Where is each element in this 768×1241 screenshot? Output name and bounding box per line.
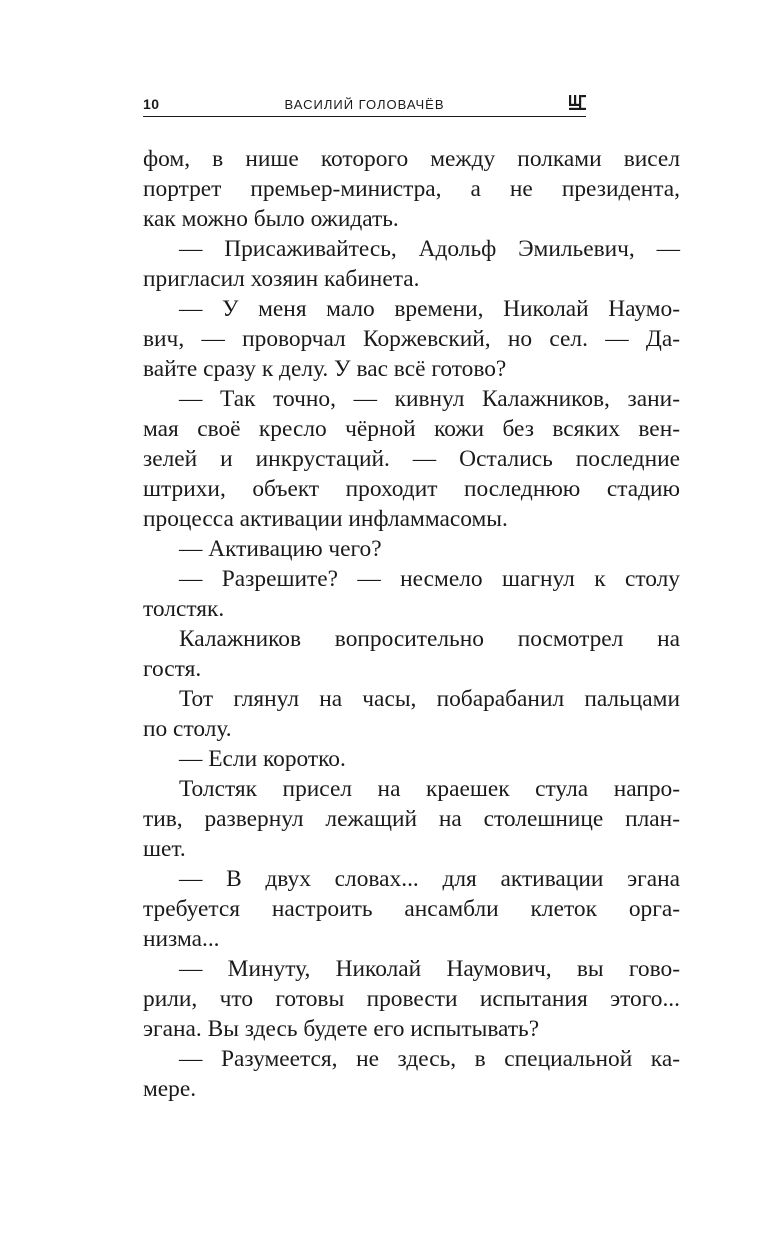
text-line: требуется настроить ансамбли клеток орга-	[143, 896, 680, 922]
text-line: мая своё кресло чёрной кожи без всяких вен-	[143, 416, 680, 442]
author-name: ВАСИЛИЙ ГОЛОВАЧЁВ	[284, 97, 445, 112]
text-line: вайте сразу к делу. У вас всё готово?	[143, 356, 507, 382]
text-line: — У меня мало времени, Николай Наумо-	[179, 296, 680, 322]
publisher-logo-icon	[569, 95, 586, 110]
text-line: Калажников вопросительно посмотрел на	[179, 626, 680, 652]
text-line: шет.	[143, 836, 186, 862]
text-line: Тот глянул на часы, побарабанил пальцами	[179, 686, 680, 712]
text-line: пригласил хозяин кабинета.	[143, 266, 420, 292]
text-line: толстяк.	[143, 596, 225, 622]
text-line: процесса активации инфламмасомы.	[143, 506, 508, 532]
text-line: — Разумеется, не здесь, в специальной ка-	[179, 1046, 680, 1072]
text-line: Толстяк присел на краешек стула напро-	[179, 776, 680, 802]
text-line: как можно было ожидать.	[143, 206, 399, 232]
text-line: — Активацию чего?	[179, 536, 382, 562]
text-line: низма...	[143, 926, 220, 952]
text-line: фом, в нише которого между полками висел	[143, 146, 680, 172]
text-line: по столу.	[143, 716, 232, 742]
main-text	[143, 144, 680, 1104]
text-line: зелей и инкрустаций. — Остались последние	[143, 446, 680, 472]
text-line: — Так точно, — кивнул Калажников, зани-	[179, 386, 680, 412]
text-line: — Если коротко.	[179, 746, 346, 772]
text-line: портрет премьер-министра, а не президента,	[143, 176, 680, 202]
text-line: вич, — проворчал Коржевский, но сел. — Да-	[143, 326, 680, 352]
text-line: эгана. Вы здесь будете его испытывать?	[143, 1016, 540, 1042]
text-line: гостя.	[143, 656, 202, 682]
text-line: — Минуту, Николай Наумович, вы гово-	[179, 956, 680, 982]
text-line: — Присаживайтесь, Адольф Эмильевич, —	[179, 236, 680, 262]
text-line: штрихи, объект проходит последнюю стадию	[143, 476, 680, 502]
text-line: рили, что готовы провести испытания этого...	[143, 986, 680, 1012]
text-line: тив, развернул лежащий на столешнице план-	[143, 806, 680, 832]
page-number: 10	[143, 96, 160, 112]
text-line: мере.	[143, 1076, 197, 1102]
text-line: — Разрешите? — несмело шагнул к столу	[179, 566, 680, 592]
running-header	[143, 94, 586, 117]
text-line: — В двух словах... для активации эгана	[179, 866, 680, 892]
